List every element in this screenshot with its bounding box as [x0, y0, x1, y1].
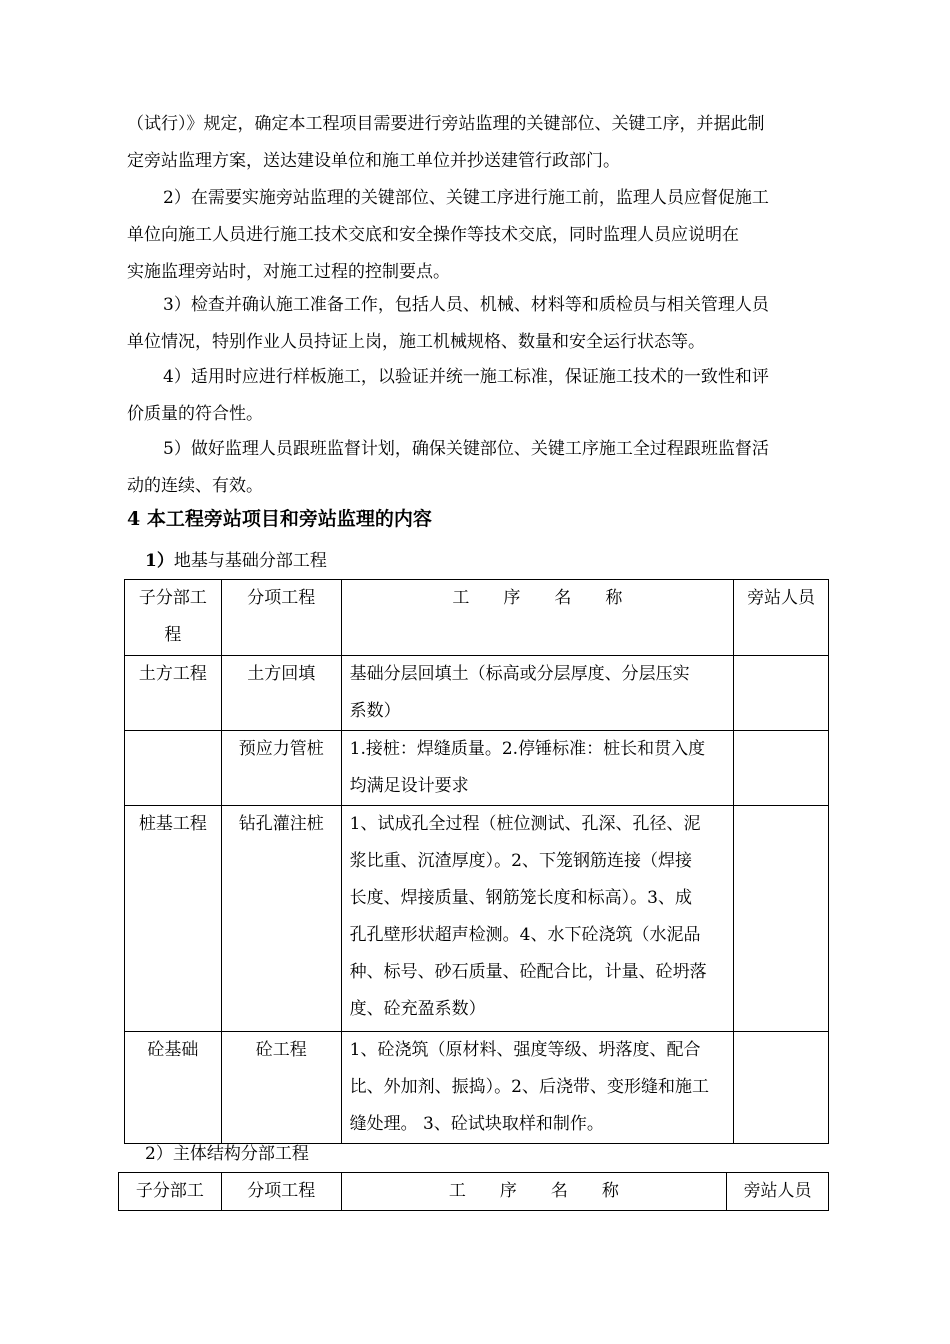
header-sub-item: 分项工程 [221, 1173, 341, 1211]
header-process: 工 序 名 称 [341, 1173, 727, 1211]
table-foundation [124, 579, 829, 1144]
paragraph-1 [127, 106, 827, 180]
paragraph-5 [127, 431, 827, 505]
cell-sub-part: 土方工程 [125, 656, 222, 731]
paragraph-line: 价质量的符合性。 [127, 404, 263, 424]
header-staff: 旁站人员 [727, 1173, 829, 1211]
paragraph-line: 5）做好监理人员跟班监督计划，确保关键部位、关键工序施工全过程跟班监督活 [163, 439, 769, 459]
header-process: 工 序 名 称 [341, 580, 734, 656]
paragraph-line: （试行）》规定，确定本工程项目需要进行旁站监理的关键部位、关键工序，并据此制 [127, 114, 765, 134]
section-heading: 4 本工程旁站项目和旁站监理的内容 [127, 508, 432, 530]
subsection-1-title [145, 546, 327, 571]
table-main-structure [118, 1172, 829, 1211]
cell-process: 基础分层回填土（标高或分层厚度、分层压实 系数） [341, 656, 734, 731]
cell-sub-part: 砼基础 [125, 1032, 222, 1144]
paragraph-3 [127, 287, 827, 361]
paragraph-line: 定旁站监理方案，送达建设单位和施工单位并抄送建管行政部门。 [127, 151, 620, 171]
header-sub-item: 分项工程 [221, 580, 341, 656]
paragraph-line: 4）适用时应进行样板施工，以验证并统一施工标准，保证施工技术的一致性和评 [163, 367, 769, 387]
paragraph-line: 3）检查并确认施工准备工作，包括人员、机械、材料等和质检员与相关管理人员 [163, 295, 769, 315]
paragraph-line: 单位向施工人员进行施工技术交底和安全操作等技术交底，同时监理人员应说明在 [127, 225, 739, 245]
cell-process: 1、试成孔全过程（桩位测试、孔深、孔径、泥 浆比重、沉渣厚度）。2、下笼钢筋连接（焊接 长度、焊接质量、钢筋笼长度和标高）。3、成 孔孔壁形状超声检测。4、水下砼浇筑（水泥品 种、标号、砂石质量、砼配合比，计量、砼坍落 度、砼充盈系数） [341, 806, 734, 1032]
table-row [125, 1032, 829, 1144]
header-sub-part: 子分部工 [119, 1173, 222, 1211]
cell-process: 1、砼浇筑（原材料、强度等级、坍落度、配合 比、外加剂、振捣）。2、后浇带、变形缝和施工 缝处理。 3、砼试块取样和制作。 [341, 1032, 734, 1144]
cell-sub-item: 预应力管桩 [221, 731, 341, 806]
table-row [125, 731, 829, 806]
paragraph-line: 动的连续、有效。 [127, 476, 263, 496]
cell-process: 1.接桩：焊缝质量。2.停锤标准：桩长和贯入度 均满足设计要求 [341, 731, 734, 806]
paragraph-line: 实施监理旁站时，对施工过程的控制要点。 [127, 262, 450, 282]
header-staff: 旁站人员 [734, 580, 829, 656]
paragraph-line: 单位情况，特别作业人员持证上岗，施工机械规格、数量和安全运行状态等。 [127, 332, 705, 352]
paragraph-4 [127, 359, 827, 433]
table-row [125, 806, 829, 1032]
header-sub-part: 子分部工 程 [125, 580, 222, 656]
table-row [125, 656, 829, 731]
cell-sub-item: 土方回填 [221, 656, 341, 731]
cell-staff [734, 806, 829, 1032]
cell-staff [734, 1032, 829, 1144]
cell-staff [734, 656, 829, 731]
cell-sub-item: 砼工程 [221, 1032, 341, 1144]
subsection-2-title: 2）主体结构分部工程 [145, 1144, 309, 1164]
cell-sub-part [125, 731, 222, 806]
cell-sub-item: 钻孔灌注桩 [221, 806, 341, 1032]
subsection-number: 1） [145, 551, 174, 571]
table-header-row [119, 1173, 829, 1211]
cell-staff [734, 731, 829, 806]
paragraph-line: 2）在需要实施旁站监理的关键部位、关键工序进行施工前，监理人员应督促施工 [163, 188, 769, 208]
paragraph-2 [127, 180, 827, 291]
table-header-row [125, 580, 829, 656]
cell-sub-part: 桩基工程 [125, 806, 222, 1032]
subsection-label: 地基与基础分部工程 [173, 551, 327, 571]
